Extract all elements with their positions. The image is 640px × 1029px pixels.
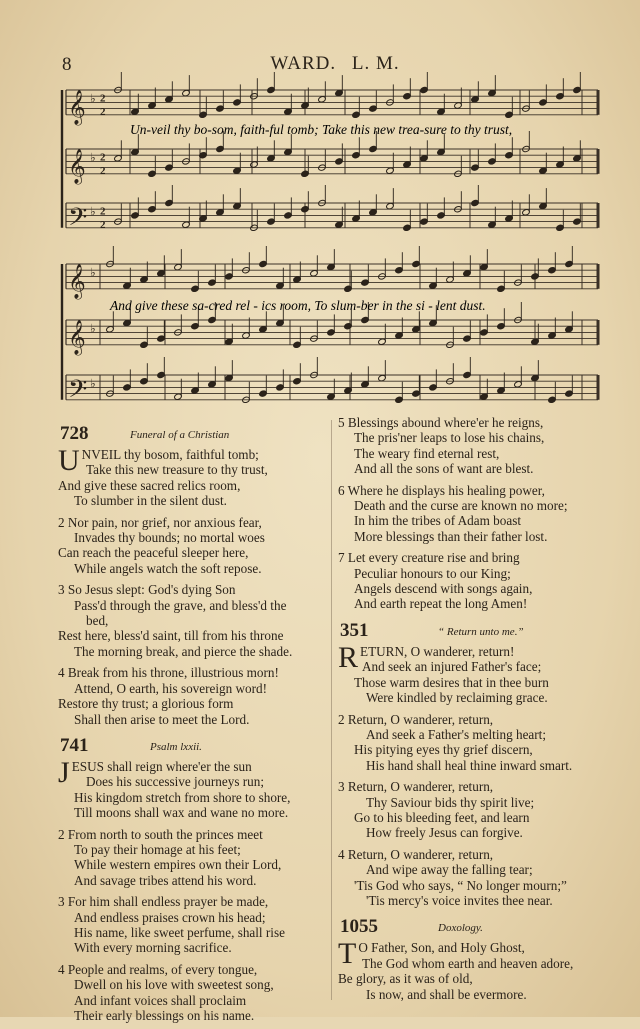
hymn-heading bbox=[338, 618, 606, 644]
verse-line: To slumber in the silent dust. bbox=[74, 493, 227, 509]
hymn-heading bbox=[338, 914, 606, 940]
verse-line: ESUS shall reign where'er the sun bbox=[71, 758, 252, 774]
verse-line: Invades thy bounds; no mortal woes bbox=[74, 530, 265, 546]
time-signature-top: 2 bbox=[100, 92, 106, 105]
verse-line: To pay their homage at his feet; bbox=[74, 841, 241, 857]
verse-line: 3 Return, O wanderer, return, bbox=[338, 779, 494, 795]
stanza bbox=[58, 962, 326, 1024]
verse-line: 4 People and realms, of every tongue, bbox=[58, 961, 258, 977]
stanza bbox=[58, 894, 326, 956]
stanza bbox=[58, 444, 326, 509]
clef-icon: 𝄞 bbox=[68, 263, 86, 299]
clef-icon: 𝄞 bbox=[68, 89, 86, 125]
verse-line: Go to his bleeding feet, and learn bbox=[354, 809, 530, 825]
left-column bbox=[58, 415, 326, 1029]
verse-line: And savage tribes attend his word. bbox=[74, 872, 257, 888]
verse-line: And wipe away the falling tear; bbox=[366, 862, 533, 878]
drop-cap: R bbox=[338, 640, 359, 674]
clef-icon: 𝄢 bbox=[68, 202, 88, 238]
verse-line: Angels descend with songs again, bbox=[354, 581, 533, 597]
music-score bbox=[0, 0, 640, 410]
verse-line: O Father, Son, and Holy Ghost, bbox=[358, 940, 525, 956]
hymn-number: 728 bbox=[60, 423, 89, 444]
verse-line: Restore thy trust; a glorious form bbox=[58, 696, 234, 712]
hymn-heading bbox=[58, 733, 326, 759]
verse-line: Their early blessings on his name. bbox=[74, 1008, 255, 1023]
verse-line: And endless praises crown his head; bbox=[74, 909, 266, 925]
hymn-number: 741 bbox=[60, 734, 89, 756]
drop-cap: T bbox=[338, 937, 357, 971]
verse-line: More blessings than their father lost. bbox=[354, 528, 548, 544]
verse-line: His name, like sweet perfume, shall rise bbox=[74, 924, 285, 940]
verse-line: 4 Break from his throne, illustrious morn! bbox=[58, 665, 279, 681]
time-signature-top: 2 bbox=[100, 151, 106, 164]
time-signature-bottom: 2 bbox=[100, 105, 106, 118]
verse-line: Take this new treasure to thy trust, bbox=[86, 462, 268, 478]
verse-line: 4 Return, O wanderer, return, bbox=[338, 846, 494, 862]
stanza bbox=[58, 755, 326, 821]
verse-line: Were kindled by reclaiming grace. bbox=[366, 690, 548, 706]
column-divider bbox=[331, 420, 332, 1000]
verse-line: And all the sons of want are blest. bbox=[354, 461, 534, 477]
verse-line: 2 Nor pain, nor grief, nor anxious fear, bbox=[58, 514, 262, 530]
hymn-number: 351 bbox=[340, 619, 369, 641]
verse-line: Be glory, as it was of old, bbox=[338, 971, 473, 987]
hymn-caption: Psalm lxxii. bbox=[150, 740, 202, 753]
right-column bbox=[338, 415, 606, 1008]
verse-line: His kingdom stretch from shore to shore, bbox=[74, 789, 291, 805]
flat-key-signature: ♭ bbox=[90, 204, 96, 219]
time-signature-bottom: 2 bbox=[100, 218, 106, 231]
drop-cap: J bbox=[58, 755, 70, 789]
page-number: 8 bbox=[62, 54, 72, 75]
verse-line: 2 From north to south the princes meet bbox=[58, 826, 263, 842]
clef-icon: 𝄞 bbox=[68, 319, 86, 355]
verse-line: Does his successive journeys run; bbox=[86, 774, 264, 790]
flat-key-signature: ♭ bbox=[90, 150, 96, 165]
flat-key-signature: ♭ bbox=[90, 265, 96, 280]
verse-line: Dwell on his love with sweetest song, bbox=[74, 977, 274, 993]
clef-icon: 𝄢 bbox=[68, 374, 88, 410]
verse-line: 3 For him shall endless prayer be made, bbox=[58, 894, 269, 910]
stanza bbox=[338, 847, 606, 909]
verse-line: While western empires own their Lord, bbox=[74, 857, 282, 873]
stanza bbox=[338, 550, 606, 612]
stanza bbox=[58, 515, 326, 577]
verse-line: Is now, and shall be evermore. bbox=[366, 986, 527, 1002]
verse-line: NVEIL thy bosom, faithful tomb; bbox=[81, 447, 259, 462]
verse-line: How freely Jesus can forgive. bbox=[366, 825, 523, 841]
drop-cap: U bbox=[58, 444, 80, 477]
stanza bbox=[338, 640, 606, 706]
verse-line: 7 Let every creature rise and bring bbox=[338, 550, 520, 566]
flat-key-signature: ♭ bbox=[90, 376, 96, 391]
verse-line: Pass'd through the grave, and bless'd the bbox=[74, 597, 287, 613]
verse-line: 5 Blessings abound where'er he reigns, bbox=[338, 415, 544, 430]
verse-line: The pris'ner leaps to lose his chains, bbox=[354, 430, 545, 446]
verse-line: With every morning sacrifice. bbox=[74, 940, 232, 956]
flat-key-signature: ♭ bbox=[90, 91, 96, 106]
verse-line: His hand shall heal thine inward smart. bbox=[366, 757, 573, 773]
verse-line: And earth repeat the long Amen! bbox=[354, 596, 528, 612]
stanza bbox=[338, 712, 606, 774]
stanza bbox=[338, 779, 606, 841]
stanza bbox=[58, 827, 326, 889]
verse-line: His pitying eyes thy grief discern, bbox=[354, 742, 533, 758]
verse-line: The weary find eternal rest, bbox=[354, 445, 500, 461]
lyrics-line-1: Un-veil thy bo-som, faith-ful tomb; Take this new trea-sure to thy trust, bbox=[130, 122, 513, 137]
verse-line: 'Tis mercy's voice invites thee near. bbox=[366, 892, 553, 908]
verse-line: Thy Saviour bids thy spirit live; bbox=[366, 794, 535, 810]
hymn-number: 1055 bbox=[340, 916, 378, 938]
verse-line: 3 So Jesus slept: God's dying Son bbox=[58, 582, 236, 598]
hymn-caption: “ Return unto me.” bbox=[438, 625, 524, 638]
verse-line: And seek a Father's melting heart; bbox=[366, 726, 546, 742]
verse-line: And seek an injured Father's face; bbox=[362, 659, 542, 675]
verse-line: The God whom earth and heaven adore, bbox=[362, 955, 574, 971]
verse-line: 2 Return, O wanderer, return, bbox=[338, 711, 494, 727]
verse-line: 'Tis God who says, “ No longer mourn;” bbox=[354, 877, 567, 893]
hymn-heading bbox=[58, 421, 326, 447]
tune-name: WARD. bbox=[270, 53, 337, 74]
hymn-caption: Doxology. bbox=[438, 922, 483, 935]
verse-line: And infant voices shall proclaim bbox=[74, 992, 247, 1008]
verse-line: And give these sacred relics room, bbox=[58, 477, 241, 493]
clef-icon: 𝄞 bbox=[68, 148, 86, 184]
verse-line: The morning break, and pierce the shade. bbox=[74, 643, 293, 659]
time-signature-bottom: 2 bbox=[100, 164, 106, 177]
verse-line: Peculiar honours to our King; bbox=[354, 565, 511, 581]
verse-line: In him the tribes of Adam boast bbox=[354, 513, 522, 529]
verse-line: Rest here, bless'd saint, till from his throne bbox=[58, 628, 284, 644]
verse-line: Shall then arise to meet the Lord. bbox=[74, 711, 250, 727]
verse-line: Those warm desires that in thee burn bbox=[354, 674, 549, 690]
verse-line: bed, bbox=[86, 613, 109, 629]
verse-line: Can reach the peaceful sleeper here, bbox=[58, 545, 249, 561]
verse-line: Attend, O earth, his sovereign word! bbox=[74, 680, 268, 696]
stanza bbox=[58, 665, 326, 727]
lyrics-line-2: And give these sa-cred rel - ics room, To slum-ber in the si - lent dust. bbox=[110, 298, 486, 313]
stanza bbox=[338, 415, 606, 477]
time-signature-top: 2 bbox=[100, 205, 106, 218]
flat-key-signature: ♭ bbox=[90, 321, 96, 336]
tune-meter: L. M. bbox=[351, 53, 400, 74]
hymn-caption: Funeral of a Christian bbox=[130, 429, 230, 441]
verse-line: 6 Where he displays his healing power, bbox=[338, 482, 545, 498]
verse-line: Death and the curse are known no more; bbox=[354, 498, 568, 514]
verse-line: While angels watch the soft repose. bbox=[74, 560, 262, 576]
stanza bbox=[58, 582, 326, 659]
verse-line: ETURN, O wanderer, return! bbox=[360, 643, 515, 659]
verse-line: Till moons shall wax and wane no more. bbox=[74, 805, 289, 821]
stanza bbox=[338, 937, 606, 1002]
stanza bbox=[338, 483, 606, 545]
